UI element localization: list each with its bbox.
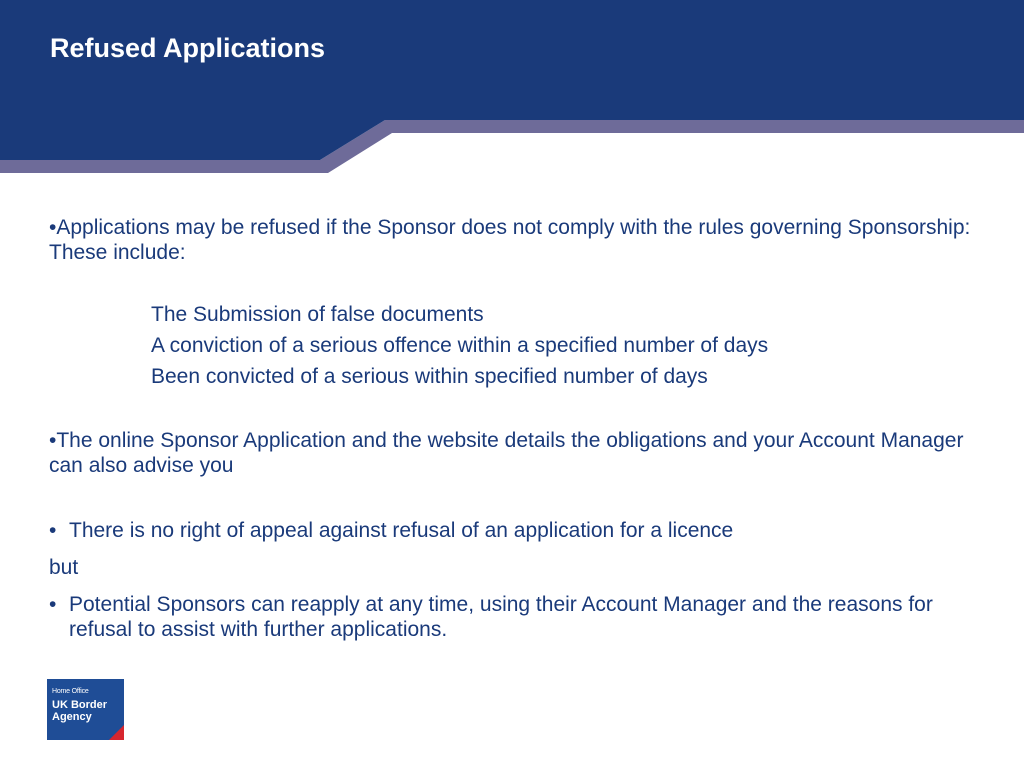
header-banner [0, 0, 1024, 180]
bullet-no-appeal [49, 518, 979, 543]
logo-red-corner [109, 725, 124, 740]
logo-line-1: UK Border [52, 699, 108, 711]
header-navy-band [0, 0, 1024, 160]
bullet-dot: • [49, 519, 57, 542]
refusal-reasons-list [151, 299, 979, 392]
slide-title: Refused Applications [50, 33, 326, 63]
list-item: The Submission of false documents [151, 303, 484, 326]
list-item: A conviction of a serious offence within a specified number of days [151, 334, 769, 357]
bullet-text: Potential Sponsors can reapply at any time, using their Account Manager and the reasons for refusal to assist with further applications. [69, 593, 933, 641]
connector-text: but [49, 556, 79, 579]
list-item: Been convicted of a serious within specified number of days [151, 365, 708, 388]
slide-body [49, 215, 979, 642]
bullet-dot: • [49, 593, 57, 616]
paragraph-refusal-rules: •Applications may be refused if the Sponsor does not comply with the rules governing Sponsorship: These include: [49, 216, 971, 264]
paragraph-online-application: •The online Sponsor Application and the website details the obligations and your Account Manager can also advise you [49, 429, 964, 477]
logo-line-2: Agency [52, 711, 92, 723]
uk-border-agency-logo [47, 679, 124, 740]
logo-agency-name [52, 699, 107, 723]
bullet-text: There is no right of appeal against refusal of an application for a licence [69, 519, 734, 542]
bullet-reapply [49, 592, 979, 642]
logo-home-office-text: Home Office [52, 688, 89, 695]
